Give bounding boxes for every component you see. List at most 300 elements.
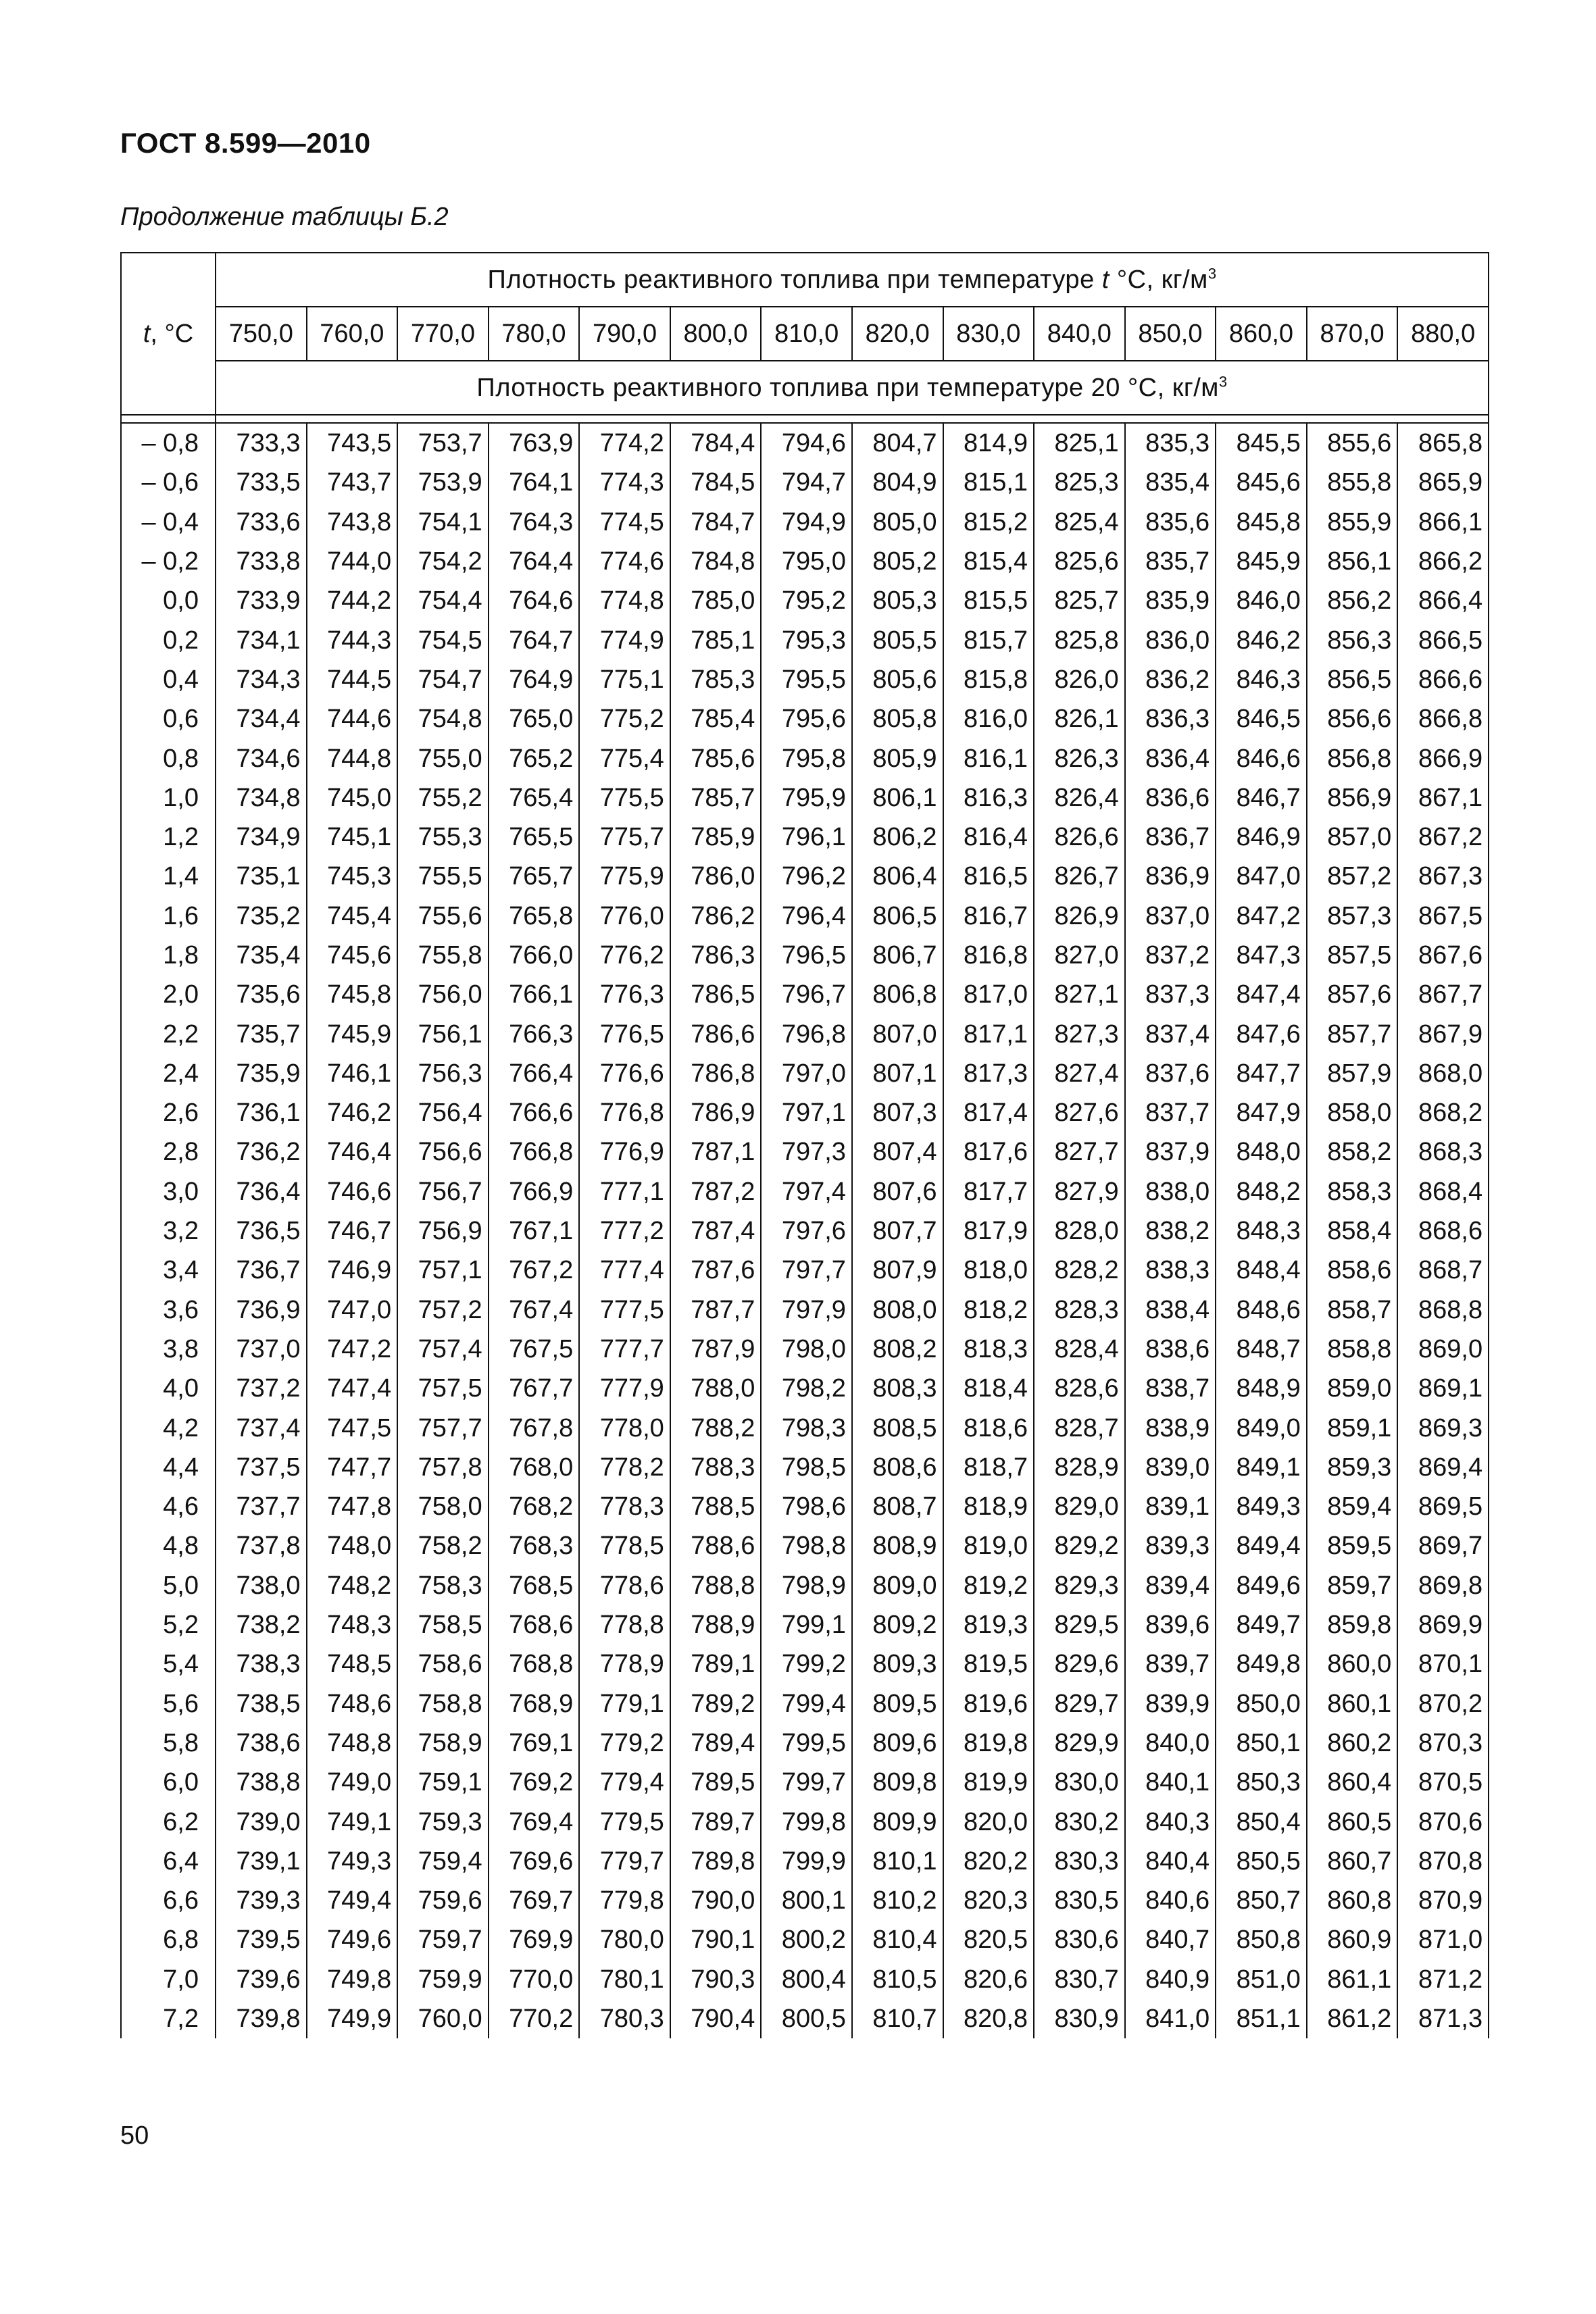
density-table-body [121, 423, 1489, 2038]
density-cell: 846,9 [1216, 818, 1307, 857]
temperature-cell: 1,6 [121, 897, 216, 936]
density-cell: 830,2 [1034, 1802, 1125, 1841]
density-cell: 819,8 [943, 1724, 1034, 1763]
density-cell: 745,0 [307, 778, 398, 818]
density-cell: 827,6 [1034, 1093, 1125, 1132]
density-cell: 837,6 [1125, 1054, 1216, 1093]
density-cell: 775,7 [579, 818, 670, 857]
density-cell: 746,6 [307, 1172, 398, 1211]
density-cell: 830,9 [1034, 1999, 1125, 2038]
density-cell: 871,2 [1397, 1960, 1489, 1999]
density-cell: 748,5 [307, 1644, 398, 1684]
table-row [121, 1999, 1489, 2038]
density-cell: 830,5 [1034, 1881, 1125, 1920]
density-cell: 736,9 [216, 1290, 307, 1330]
density-cell: 850,5 [1216, 1842, 1307, 1881]
density-cell: 756,3 [397, 1054, 489, 1093]
density-cell: 817,3 [943, 1054, 1034, 1093]
density-cell: 798,0 [761, 1330, 852, 1369]
density-cell: 758,6 [397, 1644, 489, 1684]
temperature-cell: 3,4 [121, 1251, 216, 1290]
density-cell: 759,1 [397, 1763, 489, 1802]
density-cell: 869,5 [1397, 1487, 1489, 1526]
temperature-cell: 3,8 [121, 1330, 216, 1369]
table-row [121, 542, 1489, 581]
density-cell: 810,7 [852, 1999, 943, 2038]
density-column-header: 790,0 [579, 307, 670, 361]
density-cell: 837,2 [1125, 936, 1216, 975]
density-column-header: 880,0 [1397, 307, 1489, 361]
density-cell: 857,2 [1307, 857, 1398, 896]
density-cell: 764,9 [489, 660, 580, 699]
temperature-cell: 4,4 [121, 1448, 216, 1487]
density-cell: 789,7 [670, 1802, 762, 1841]
density-cell: 795,0 [761, 542, 852, 581]
density-cell: 870,3 [1397, 1724, 1489, 1763]
density-cell: 768,3 [489, 1526, 580, 1565]
density-cell: 787,7 [670, 1290, 762, 1330]
density-cell: 769,7 [489, 1881, 580, 1920]
density-cell: 799,9 [761, 1842, 852, 1881]
density-cell: 735,2 [216, 897, 307, 936]
table-caption: Продолжение таблицы Б.2 [120, 203, 449, 231]
density-cell: 857,7 [1307, 1014, 1398, 1053]
density-cell: 779,7 [579, 1842, 670, 1881]
density-cell: 758,2 [397, 1526, 489, 1565]
temperature-cell: – 0,2 [121, 542, 216, 581]
density-column-header: 830,0 [943, 307, 1034, 361]
density-cell: 829,7 [1034, 1684, 1125, 1724]
density-cell: 766,6 [489, 1093, 580, 1132]
density-cell: 819,6 [943, 1684, 1034, 1724]
density-cell: 817,1 [943, 1014, 1034, 1053]
table-row [121, 738, 1489, 778]
density-cell: 800,5 [761, 1999, 852, 2038]
density-cell: 839,9 [1125, 1684, 1216, 1724]
density-cell: 786,0 [670, 857, 762, 896]
density-cell: 867,3 [1397, 857, 1489, 896]
density-cell: 778,0 [579, 1408, 670, 1447]
density-cell: 866,1 [1397, 503, 1489, 542]
density-cell: 809,9 [852, 1802, 943, 1841]
density-cell: 795,8 [761, 738, 852, 778]
density-column-header: 850,0 [1125, 307, 1216, 361]
density-cell: 836,3 [1125, 699, 1216, 738]
density-cell: 785,4 [670, 699, 762, 738]
density-cell: 765,8 [489, 897, 580, 936]
density-cell: 765,0 [489, 699, 580, 738]
density-cell: 817,6 [943, 1132, 1034, 1172]
density-cell: 756,4 [397, 1093, 489, 1132]
density-cell: 744,2 [307, 581, 398, 620]
density-cell: 784,4 [670, 423, 762, 463]
table-row [121, 897, 1489, 936]
density-cell: 828,4 [1034, 1330, 1125, 1369]
density-cell: 787,1 [670, 1132, 762, 1172]
density-cell: 826,4 [1034, 778, 1125, 818]
density-cell: 845,5 [1216, 423, 1307, 463]
density-cell: 745,9 [307, 1014, 398, 1053]
temperature-cell: 4,2 [121, 1408, 216, 1447]
density-cell: 739,5 [216, 1920, 307, 1959]
density-cell: 849,3 [1216, 1487, 1307, 1526]
density-cell: 758,3 [397, 1566, 489, 1605]
density-cell: 734,4 [216, 699, 307, 738]
density-cell: 805,5 [852, 620, 943, 659]
density-cell: 733,5 [216, 463, 307, 502]
density-cell: 848,7 [1216, 1330, 1307, 1369]
density-cell: 849,4 [1216, 1526, 1307, 1565]
density-cell: 837,7 [1125, 1093, 1216, 1132]
density-cell: 734,1 [216, 620, 307, 659]
density-cell: 869,4 [1397, 1448, 1489, 1487]
density-cell: 746,1 [307, 1054, 398, 1093]
density-cell: 753,7 [397, 423, 489, 463]
density-cell: 848,4 [1216, 1251, 1307, 1290]
density-cell: 797,4 [761, 1172, 852, 1211]
density-cell: 755,2 [397, 778, 489, 818]
density-cell: 805,6 [852, 660, 943, 699]
density-cell: 777,7 [579, 1330, 670, 1369]
density-cell: 775,5 [579, 778, 670, 818]
density-cell: 859,4 [1307, 1487, 1398, 1526]
density-cell: 855,9 [1307, 503, 1398, 542]
density-cell: 769,4 [489, 1802, 580, 1841]
density-cell: 777,4 [579, 1251, 670, 1290]
density-cell: 745,4 [307, 897, 398, 936]
density-cell: 789,1 [670, 1644, 762, 1684]
density-cell: 840,4 [1125, 1842, 1216, 1881]
density-cell: 754,7 [397, 660, 489, 699]
density-cell: 836,2 [1125, 660, 1216, 699]
table-row [121, 503, 1489, 542]
density-cell: 756,0 [397, 975, 489, 1014]
density-cell: 858,3 [1307, 1172, 1398, 1211]
table-row [121, 1330, 1489, 1369]
density-cell: 828,2 [1034, 1251, 1125, 1290]
density-cell: 850,4 [1216, 1802, 1307, 1841]
density-cell: 838,2 [1125, 1211, 1216, 1251]
density-cell: 739,3 [216, 1881, 307, 1920]
table-row [121, 1881, 1489, 1920]
density-cell: 809,8 [852, 1763, 943, 1802]
density-cell: 796,8 [761, 1014, 852, 1053]
density-cell: 818,0 [943, 1251, 1034, 1290]
density-cell: 867,2 [1397, 818, 1489, 857]
density-cell: 768,5 [489, 1566, 580, 1605]
density-cell: 743,7 [307, 463, 398, 502]
density-cell: 845,9 [1216, 542, 1307, 581]
density-cell: 789,2 [670, 1684, 762, 1724]
density-cell: 869,1 [1397, 1369, 1489, 1408]
table-row [121, 1290, 1489, 1330]
density-cell: 796,2 [761, 857, 852, 896]
density-cell: 805,0 [852, 503, 943, 542]
temperature-cell: 2,2 [121, 1014, 216, 1053]
density-cell: 763,9 [489, 423, 580, 463]
density-cell: 743,8 [307, 503, 398, 542]
density-cell: 870,9 [1397, 1881, 1489, 1920]
density-cell: 860,7 [1307, 1842, 1398, 1881]
density-cell: 795,2 [761, 581, 852, 620]
density-cell: 808,6 [852, 1448, 943, 1487]
density-cell: 805,9 [852, 738, 943, 778]
table-row [121, 620, 1489, 659]
density-cell: 835,6 [1125, 503, 1216, 542]
density-cell: 859,0 [1307, 1369, 1398, 1408]
density-cell: 759,7 [397, 1920, 489, 1959]
density-cell: 810,4 [852, 1920, 943, 1959]
density-cell: 870,6 [1397, 1802, 1489, 1841]
density-cell: 784,7 [670, 503, 762, 542]
table-row [121, 1684, 1489, 1724]
density-cell: 836,4 [1125, 738, 1216, 778]
table-row [121, 1960, 1489, 1999]
density-cell: 866,4 [1397, 581, 1489, 620]
density-column-header: 870,0 [1307, 307, 1398, 361]
temperature-cell: 1,2 [121, 818, 216, 857]
density-cell: 747,7 [307, 1448, 398, 1487]
temperature-cell: 6,2 [121, 1802, 216, 1841]
density-cell: 848,6 [1216, 1290, 1307, 1330]
density-cell: 837,4 [1125, 1014, 1216, 1053]
density-cell: 777,5 [579, 1290, 670, 1330]
density-cell: 790,0 [670, 1881, 762, 1920]
density-cell: 849,6 [1216, 1566, 1307, 1605]
density-cell: 743,5 [307, 423, 398, 463]
temperature-cell: 1,0 [121, 778, 216, 818]
density-cell: 769,6 [489, 1842, 580, 1881]
density-cell: 739,0 [216, 1802, 307, 1841]
table-row [121, 1054, 1489, 1093]
density-cell: 849,0 [1216, 1408, 1307, 1447]
density-cell: 735,6 [216, 975, 307, 1014]
density-cell: 775,1 [579, 660, 670, 699]
density-at-20c-header: Плотность реактивного топлива при температуре 20 °C, $кг/м^3$ [216, 361, 1489, 415]
density-cell: 868,8 [1397, 1290, 1489, 1330]
density-cell: 737,7 [216, 1487, 307, 1526]
density-cell: 747,8 [307, 1487, 398, 1526]
density-cell: 798,8 [761, 1526, 852, 1565]
density-cell: 779,5 [579, 1802, 670, 1841]
density-cell: 766,8 [489, 1132, 580, 1172]
temperature-cell: 3,6 [121, 1290, 216, 1330]
density-cell: 826,7 [1034, 857, 1125, 896]
density-cell: 794,9 [761, 503, 852, 542]
density-column-header: 780,0 [489, 307, 580, 361]
density-column-headers [121, 307, 1489, 361]
density-cell: 767,5 [489, 1330, 580, 1369]
temperature-cell: 0,0 [121, 581, 216, 620]
density-cell: 847,0 [1216, 857, 1307, 896]
table-row [121, 1369, 1489, 1408]
density-cell: 784,8 [670, 542, 762, 581]
density-cell: 754,5 [397, 620, 489, 659]
density-cell: 798,5 [761, 1448, 852, 1487]
density-cell: 835,9 [1125, 581, 1216, 620]
density-cell: 829,2 [1034, 1526, 1125, 1565]
density-cell: 851,1 [1216, 1999, 1307, 2038]
density-cell: 820,8 [943, 1999, 1034, 2038]
density-cell: 848,3 [1216, 1211, 1307, 1251]
density-cell: 764,4 [489, 542, 580, 581]
density-cell: 827,9 [1034, 1172, 1125, 1211]
density-cell: 735,9 [216, 1054, 307, 1093]
density-cell: 746,2 [307, 1093, 398, 1132]
density-cell: 839,4 [1125, 1566, 1216, 1605]
density-cell: 806,1 [852, 778, 943, 818]
table-row [121, 1251, 1489, 1290]
table-row [121, 1724, 1489, 1763]
table-row [121, 1132, 1489, 1172]
page-number: 50 [120, 2121, 149, 2150]
density-cell: 794,6 [761, 423, 852, 463]
density-cell: 756,9 [397, 1211, 489, 1251]
density-cell: 756,1 [397, 1014, 489, 1053]
density-cell: 756,6 [397, 1132, 489, 1172]
density-cell: 850,1 [1216, 1724, 1307, 1763]
table-row [121, 1093, 1489, 1132]
density-cell: 767,2 [489, 1251, 580, 1290]
density-cell: 785,0 [670, 581, 762, 620]
density-cell: 859,7 [1307, 1566, 1398, 1605]
density-cell: 749,3 [307, 1842, 398, 1881]
density-cell: 780,1 [579, 1960, 670, 1999]
density-cell: 778,6 [579, 1566, 670, 1605]
density-cell: 807,3 [852, 1093, 943, 1132]
density-cell: 838,3 [1125, 1251, 1216, 1290]
density-cell: 815,1 [943, 463, 1034, 502]
density-cell: 819,9 [943, 1763, 1034, 1802]
density-cell: 776,8 [579, 1093, 670, 1132]
density-cell: 739,6 [216, 1960, 307, 1999]
density-cell: 778,5 [579, 1526, 670, 1565]
density-cell: 840,9 [1125, 1960, 1216, 1999]
density-cell: 855,8 [1307, 463, 1398, 502]
density-cell: 808,2 [852, 1330, 943, 1369]
density-cell: 736,5 [216, 1211, 307, 1251]
density-cell: 785,1 [670, 620, 762, 659]
density-cell: 766,1 [489, 975, 580, 1014]
density-cell: 775,2 [579, 699, 670, 738]
density-cell: 795,3 [761, 620, 852, 659]
table-row [121, 1920, 1489, 1959]
density-cell: 769,9 [489, 1920, 580, 1959]
density-cell: 749,9 [307, 1999, 398, 2038]
density-cell: 770,2 [489, 1999, 580, 2038]
temperature-cell: 2,4 [121, 1054, 216, 1093]
density-cell: 747,0 [307, 1290, 398, 1330]
density-cell: 856,9 [1307, 778, 1398, 818]
density-cell: 734,9 [216, 818, 307, 857]
density-cell: 758,8 [397, 1684, 489, 1724]
density-cell: 755,6 [397, 897, 489, 936]
density-cell: 757,1 [397, 1251, 489, 1290]
density-cell: 739,1 [216, 1842, 307, 1881]
density-cell: 758,0 [397, 1487, 489, 1526]
density-cell: 796,4 [761, 897, 852, 936]
density-cell: 748,3 [307, 1605, 398, 1644]
density-cell: 867,1 [1397, 778, 1489, 818]
density-cell: 814,9 [943, 423, 1034, 463]
density-cell: 825,6 [1034, 542, 1125, 581]
temperature-cell: 3,2 [121, 1211, 216, 1251]
density-cell: 835,7 [1125, 542, 1216, 581]
density-cell: 849,1 [1216, 1448, 1307, 1487]
density-cell: 769,2 [489, 1763, 580, 1802]
density-cell: 827,0 [1034, 936, 1125, 975]
density-cell: 745,8 [307, 975, 398, 1014]
density-cell: 866,8 [1397, 699, 1489, 738]
density-cell: 749,0 [307, 1763, 398, 1802]
table-row [121, 463, 1489, 502]
density-cell: 806,5 [852, 897, 943, 936]
temperature-cell: 1,8 [121, 936, 216, 975]
temperature-cell: 4,6 [121, 1487, 216, 1526]
density-cell: 855,6 [1307, 423, 1398, 463]
density-cell: 733,6 [216, 503, 307, 542]
table-row [121, 1526, 1489, 1565]
density-cell: 870,5 [1397, 1763, 1489, 1802]
temperature-cell: 7,0 [121, 1960, 216, 1999]
density-cell: 788,5 [670, 1487, 762, 1526]
temperature-cell: – 0,8 [121, 423, 216, 463]
density-cell: 835,3 [1125, 423, 1216, 463]
density-cell: 860,5 [1307, 1802, 1398, 1841]
density-cell: 778,9 [579, 1644, 670, 1684]
table-row [121, 423, 1489, 463]
density-cell: 819,0 [943, 1526, 1034, 1565]
density-cell: 768,8 [489, 1644, 580, 1684]
density-cell: 780,3 [579, 1999, 670, 2038]
density-cell: 767,1 [489, 1211, 580, 1251]
density-cell: 734,6 [216, 738, 307, 778]
density-cell: 856,3 [1307, 620, 1398, 659]
density-cell: 828,6 [1034, 1369, 1125, 1408]
density-cell: 869,8 [1397, 1566, 1489, 1605]
density-cell: 785,6 [670, 738, 762, 778]
density-cell: 825,8 [1034, 620, 1125, 659]
density-cell: 735,4 [216, 936, 307, 975]
density-cell: 746,9 [307, 1251, 398, 1290]
density-cell: 807,6 [852, 1172, 943, 1211]
table-row [121, 975, 1489, 1014]
density-cell: 851,0 [1216, 1960, 1307, 1999]
density-column-header: 860,0 [1216, 307, 1307, 361]
density-cell: 807,9 [852, 1251, 943, 1290]
density-cell: 839,1 [1125, 1487, 1216, 1526]
density-cell: 800,1 [761, 1881, 852, 1920]
table-row [121, 1763, 1489, 1802]
density-cell: 779,1 [579, 1684, 670, 1724]
density-cell: 795,6 [761, 699, 852, 738]
density-cell: 748,6 [307, 1684, 398, 1724]
density-cell: 748,0 [307, 1526, 398, 1565]
density-cell: 870,8 [1397, 1842, 1489, 1881]
temperature-cell: 0,6 [121, 699, 216, 738]
density-cell: 755,8 [397, 936, 489, 975]
density-cell: 819,2 [943, 1566, 1034, 1605]
density-cell: 866,5 [1397, 620, 1489, 659]
density-cell: 810,5 [852, 1960, 943, 1999]
density-cell: 768,2 [489, 1487, 580, 1526]
density-cell: 765,2 [489, 738, 580, 778]
density-cell: 829,0 [1034, 1487, 1125, 1526]
density-cell: 758,9 [397, 1724, 489, 1763]
density-cell: 776,6 [579, 1054, 670, 1093]
temperature-cell: 4,0 [121, 1369, 216, 1408]
density-cell: 777,9 [579, 1369, 670, 1408]
